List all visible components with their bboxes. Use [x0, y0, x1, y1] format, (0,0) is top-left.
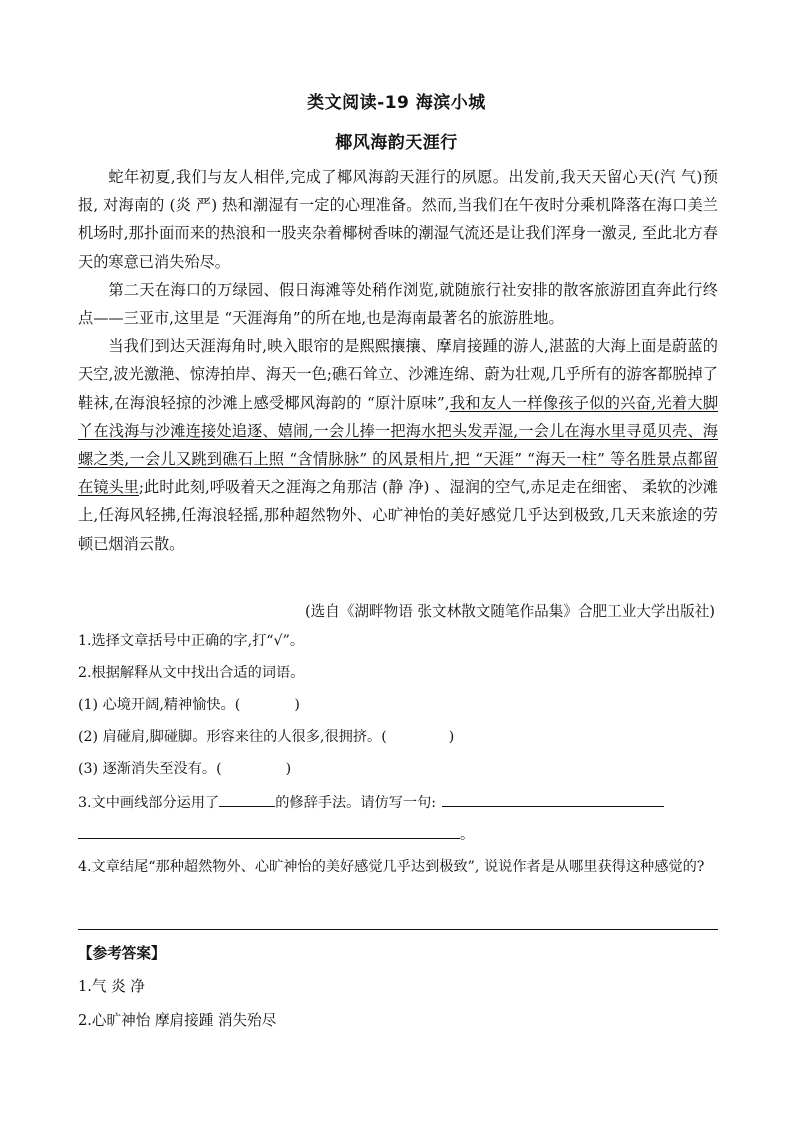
article-source: (选自《湖畔物语 张文林散文随笔作品集》合肥工业大学出版社)	[304, 603, 715, 620]
page-title: 类文阅读-19 海滨小城	[307, 93, 486, 113]
imitation-blank-2[interactable]	[78, 821, 460, 839]
question-3-end: 。	[460, 827, 475, 843]
question-3	[78, 789, 664, 815]
question-2-3	[78, 757, 291, 781]
question-2-1-text: (1) 心境开阔,精神愉快。(	[78, 697, 241, 713]
article-body	[78, 163, 718, 558]
answer-1: 1.气 炎 净	[78, 978, 145, 995]
paragraph-1: 蛇年初夏,我们与友人相伴,完成了椰风海韵天涯行的夙愿。出发前,我天天留心天(汽 气)预报, 对海南的 (炎 严) 热和潮湿有一定的心理准备。然而,当我们在午夜时分乘机降落在海口美兰机场时,那扑面而来的热浪和一股夹杂着椰树香味的潮湿气流还是让我们浑身一激灵, 至此北方春天的寒意已消失殆尽。	[78, 168, 718, 271]
question-1: 1.选择文章括号中正确的字,打“√”。	[78, 633, 305, 649]
underlined-passage: 我和友人一样像孩子似的兴奋,光着大脚丫在浅海与沙滩连接处追逐、嬉闹,一会儿捧一把海水把头发弄湿,一会儿在海水里寻觅贝壳、海螺之类,一会儿又跳到礁石上照 “含情脉脉” 的风景相片,把 “天涯” “海天一柱” 等名胜景点都留在镜头里	[78, 393, 719, 497]
paragraph-3	[78, 332, 718, 558]
question-4: 4.文章结尾“那种超然物外、心旷神怡的美好感觉几乎达到极致”, 说说作者是从哪里获得这种感觉的?	[78, 859, 705, 875]
paragraph-2: 第二天在海口的万绿园、假日海滩等处稍作浏览,就随旅行社安排的散客旅游团直奔此行终点——三亚市,这里是 “天涯海角”的所在地,也是海南最著名的旅游胜地。	[78, 280, 718, 328]
question-2-3-text: (3) 逐渐消失至没有。(	[78, 761, 222, 777]
question-3-text-b: 的修辞手法。请仿写一句:	[275, 795, 437, 811]
close-paren: )	[285, 761, 292, 777]
question-2-1	[78, 693, 300, 717]
answer-heading: 【参考答案】	[78, 945, 166, 962]
question-3-line-2	[78, 821, 474, 847]
answer-2: 2.心旷神怡 摩肩接踵 消失殆尽	[78, 1012, 277, 1029]
imitation-blank-1[interactable]	[442, 789, 664, 807]
question-2-2	[78, 725, 454, 749]
question-2: 2.根据解释从文中找出合适的词语。	[78, 665, 305, 681]
close-paren: )	[294, 697, 300, 713]
question-2-2-text: (2) 肩碰肩,脚碰脚。形容来往的人很多,很拥挤。(	[78, 729, 387, 745]
paragraph-3-start: 当我们到达天涯海角时,映入眼帘的是熙熙攘攘、摩肩接踵的游人,湛蓝的大海上面是蔚蓝的天空,波光激滟、惊涛拍岸、海天一色;礁石耸立、沙滩连绵、蔚为壮观,几乎所有的游客都脱掉了鞋袜,在海浪轻掠的沙滩上感受椰风海韵的 “原汁原味”,	[78, 337, 718, 412]
close-paren: )	[448, 729, 455, 745]
paragraph-3-end: ;此时此刻,呼吸着天之涯海之角那洁 (静 净) 、湿润的空气,赤足走在细密、 柔软的沙滩上,任海风轻拂,任海浪轻摇,那种超然物外、心旷神怡的美好感觉几乎达到极致,几天来旅途的劳顿已烟消云散。	[78, 478, 718, 553]
answer-line[interactable]	[78, 929, 718, 930]
article-title: 椰风海韵天涯行	[335, 133, 458, 153]
question-3-text-a: 3.文中画线部分运用了	[78, 795, 220, 811]
rhetoric-blank[interactable]	[219, 789, 275, 807]
